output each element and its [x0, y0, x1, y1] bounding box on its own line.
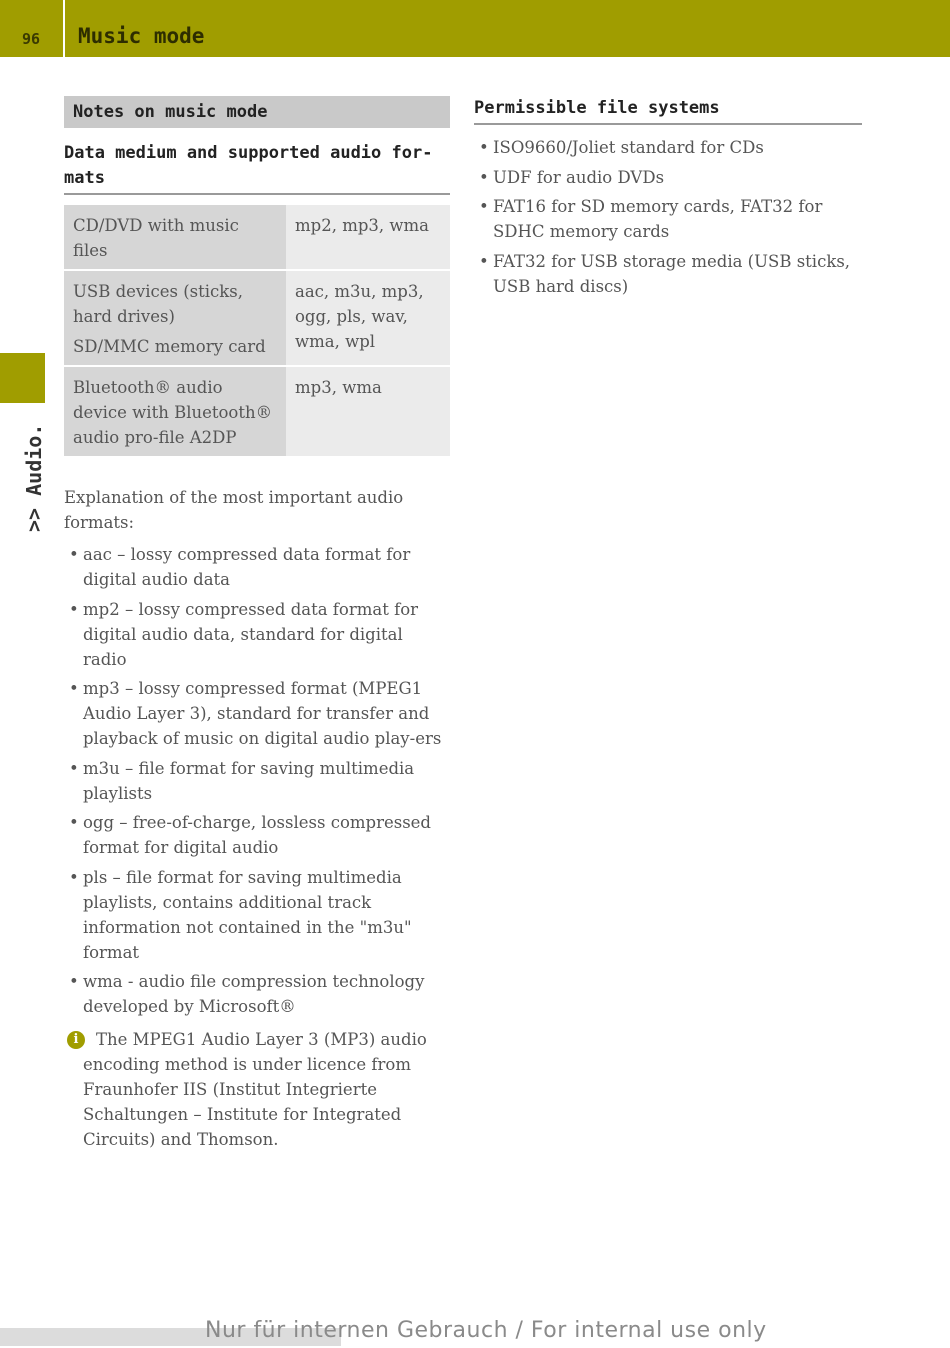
table-cell-device — [64, 205, 286, 270]
page-number: 96 — [22, 30, 41, 48]
list-item: • pls – file format for saving multimedia playlists, contains additional track information not contained in the "m3u" format — [64, 865, 450, 965]
header-divider — [63, 0, 65, 57]
list-item: • aac – lossy compressed data format for digital audio data — [64, 542, 450, 592]
formats-table — [64, 205, 450, 458]
table-heading: Data medium and supported audio for-mats — [64, 141, 450, 195]
explanation-intro: Explanation of the most important audio formats: — [64, 488, 404, 532]
list-item: • wma - audio file compression technology developed by Microsoft® — [64, 969, 450, 1019]
table-row — [64, 270, 450, 366]
info-note-text: The MPEG1 Audio Layer 3 (MP3) audio encoding method is under licence from Fraunhofer IIS (Institut Integrierte Schaltungen – Institute for Integrated Circuits) and Thomson. — [83, 1030, 427, 1149]
right-column — [474, 96, 862, 303]
page-header — [0, 0, 950, 57]
device-text-secondary: SD/MMC memory card — [73, 337, 266, 356]
page-title: Music mode — [78, 24, 205, 48]
side-tab-marker — [0, 353, 45, 403]
info-icon: i — [67, 1031, 85, 1049]
footer-watermark: Nur für internen Gebrauch / For internal use only — [205, 1318, 767, 1343]
file-systems-list — [474, 135, 862, 299]
list-item: • FAT32 for USB storage media (USB sticks, USB hard discs) — [474, 249, 862, 299]
file-systems-heading: Permissible file systems — [474, 96, 862, 125]
list-item: • FAT16 for SD memory cards, FAT32 for SDHC memory cards — [474, 194, 862, 244]
info-note — [64, 1027, 450, 1152]
format-list — [64, 542, 450, 1019]
device-text: CD/DVD with music files — [73, 216, 239, 260]
table-row — [64, 205, 450, 270]
table-cell-formats: mp2, mp3, wma — [286, 205, 450, 270]
left-column — [64, 96, 450, 1152]
list-item: • m3u – file format for saving multimedia playlists — [64, 756, 450, 806]
table-cell-formats: aac, m3u, mp3, ogg, pls, wav, wma, wpl — [286, 270, 450, 366]
list-item: • UDF for audio DVDs — [474, 165, 862, 190]
side-tab-label: >> Audio. — [22, 423, 46, 532]
device-text: Bluetooth® audio device with Bluetooth® audio pro-file A2DP — [73, 378, 273, 447]
list-item: • mp3 – lossy compressed format (MPEG1 Audio Layer 3), standard for transfer and playback of music on digital audio play-ers — [64, 676, 450, 751]
table-cell-formats: mp3, wma — [286, 366, 450, 457]
device-text: USB devices (sticks, hard drives) — [73, 282, 243, 326]
section-title: Notes on music mode — [64, 96, 450, 128]
list-item: • mp2 – lossy compressed data format for digital audio data, standard for digital radio — [64, 597, 450, 672]
table-cell-device — [64, 270, 286, 366]
list-item: • ISO9660/Joliet standard for CDs — [474, 135, 862, 160]
table-row — [64, 366, 450, 457]
table-cell-device — [64, 366, 286, 457]
list-item: • ogg – free-of-charge, lossless compressed format for digital audio — [64, 810, 450, 860]
